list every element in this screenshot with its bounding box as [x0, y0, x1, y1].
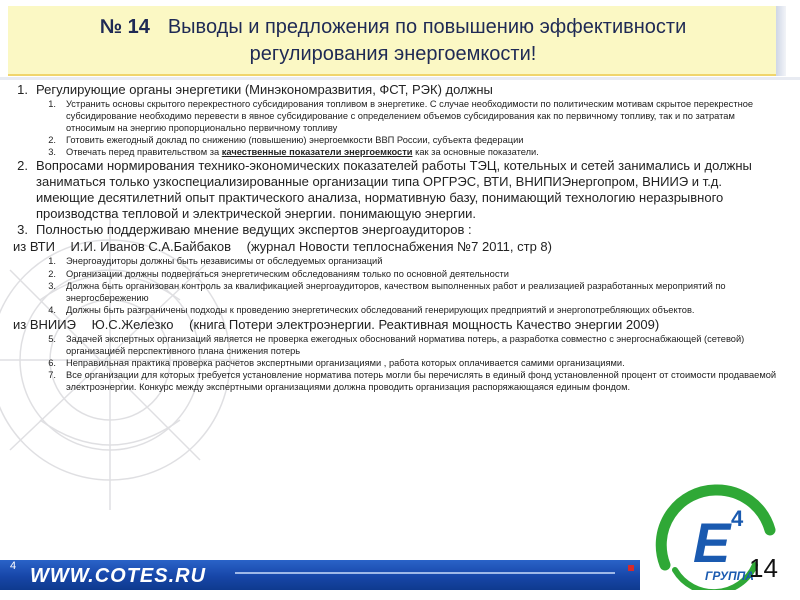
list-marker: 1.	[17, 82, 28, 97]
sublist-text: Энергоаудиторы должны быть независимы от обследуемых организаций	[66, 256, 383, 267]
sublist-text: Устранить основы скрытого перекрестного субсидирования топливом в энергетике. С случае необходимости по политическим мотивам скрытое перекрестное субсидирование необходимо перевести в явное субсидирование с определением объемов субсидирования как по первичному топливу, так и по затратам относимым на энергию пропорционально первичному топливу	[66, 99, 754, 134]
list-marker: 3.	[17, 222, 28, 238]
sublist-text: Задачей экспертных организаций является не проверка ежегодных обоснований норматива потерь, а разработка совместно с энергоснабжающей (сетевой) организацией перспективного плана снижения потерь	[66, 333, 745, 357]
sublist-item	[8, 134, 780, 146]
slide-title	[10, 14, 776, 68]
source-org: из ВНИИЭ	[13, 316, 76, 332]
footer-red-marker	[628, 565, 634, 571]
sublist-marker: 6.	[48, 358, 56, 369]
source-publication: (журнал Новости теплоснабжения №7 2011, стр 8)	[246, 239, 552, 255]
sublist-item	[8, 146, 780, 158]
list-item-text: Вопросами нормирования технико-экономических показателей работы ТЭЦ, котельных и сетей занимались и должны заниматься только узкоспециализированные организации типа ОРГРЭС, ВТИ, ВНИПИЭнергопром, ВНИИЭ и т.д. имеющие десятилетний опыт практического анализа, нормативную базу, понимающий технологию неразрывного производства тепловой и электрической энергии. понимающую энергии.	[36, 158, 752, 222]
list-item-1	[8, 82, 780, 98]
source-author: И.И. Иванов С.А.Байбаков	[70, 239, 231, 255]
sublist-marker: 2.	[48, 268, 56, 279]
sublist-item	[8, 333, 780, 357]
sublist-marker: 2.	[48, 135, 56, 146]
sublist-marker: 7.	[48, 370, 56, 381]
page-number: 14	[749, 553, 778, 583]
sublist-item	[8, 369, 780, 393]
sublist-item	[8, 255, 780, 267]
sublist-item	[8, 280, 780, 304]
svg-text:ГРУППА: ГРУППА	[705, 569, 754, 583]
sublist-text: Неправильная практика проверка расчетов экспертными организациями , работа которых оплачивается самими организациями.	[66, 358, 625, 369]
svg-text:E: E	[693, 511, 731, 574]
sublist-marker: 3.	[48, 280, 56, 291]
source-citation-vniie	[8, 317, 780, 333]
slide-header	[0, 0, 800, 76]
sublist-text	[66, 146, 780, 158]
sublist-text: Готовить ежегодный доклад по снижению (повышению) энергоемкости ВВП России, субъекта федерации	[66, 135, 524, 146]
footer-website-link[interactable]: WWW.COTES.RU	[30, 565, 207, 587]
sublist-marker: 4.	[48, 304, 56, 315]
sublist-marker: 1.	[48, 99, 56, 109]
list-item-text: Регулирующие органы энергетики (Минэкономразвития, ФСТ, РЭК) должны	[36, 82, 493, 97]
list-item-text: Полностью поддерживаю мнение ведущих экспертов энергоаудиторов :	[36, 222, 472, 238]
list-item-3	[8, 222, 780, 238]
slide-body	[8, 82, 780, 393]
sublist-item	[8, 98, 780, 134]
source-org: из ВТИ	[13, 239, 55, 255]
sublist-item	[8, 304, 780, 316]
source-publication: (книга Потери электроэнергии. Реактивная мощность Качество энергии 2009)	[189, 316, 660, 332]
title-separator	[0, 77, 800, 80]
footer-small-number: 4	[10, 560, 17, 572]
title-line-2: регулирования энергоемкости!	[249, 43, 537, 65]
sublist-marker: 3.	[48, 147, 56, 158]
sublist-marker: 1.	[48, 256, 56, 267]
sublist-text-start: Отвечать перед правительством за	[66, 147, 222, 158]
sublist-text: Организации должны подвергаться энергетическим обследованиям только по основной деятельности	[66, 268, 509, 279]
svg-text:4: 4	[731, 506, 744, 531]
list-item-2	[8, 158, 780, 222]
footer-divider-line	[235, 572, 615, 574]
source-citation-vti	[8, 239, 780, 255]
sublist-text: Должна быть организован контроль за квалификацией энергоаудиторов, качеством выполненных работ и реализацией разработанных мероприятий по энергосбережению	[66, 280, 726, 303]
list-marker: 2.	[17, 158, 28, 174]
sublist-text-end: как за основные показатели.	[412, 147, 539, 158]
title-line-1: Выводы и предложения по повышению эффективности	[167, 16, 687, 38]
underlined-emphasis: качественные показатели энергоемкости	[221, 147, 413, 158]
sublist-marker: 5.	[48, 333, 56, 344]
sublist-item	[8, 268, 780, 280]
title-box-shadow	[776, 6, 786, 76]
sublist-item	[8, 357, 780, 369]
sublist-text: Все организации для которых требуется установление норматива потерь могли бы перечислять в единый фонд установленной процент от стоимости продаваемой электроэнергии. Конкурс между экспертными организациями должна проводить организация распоряжающаяся единым фондом.	[66, 370, 777, 393]
sublist-text: Должны быть разграничены подходы к проведению энергетических обследований генерирующих предприятий и энергопотребляющих объектов.	[66, 304, 695, 315]
source-author: Ю.С.Железко	[91, 316, 174, 332]
slide-number-label: № 14	[99, 16, 150, 38]
